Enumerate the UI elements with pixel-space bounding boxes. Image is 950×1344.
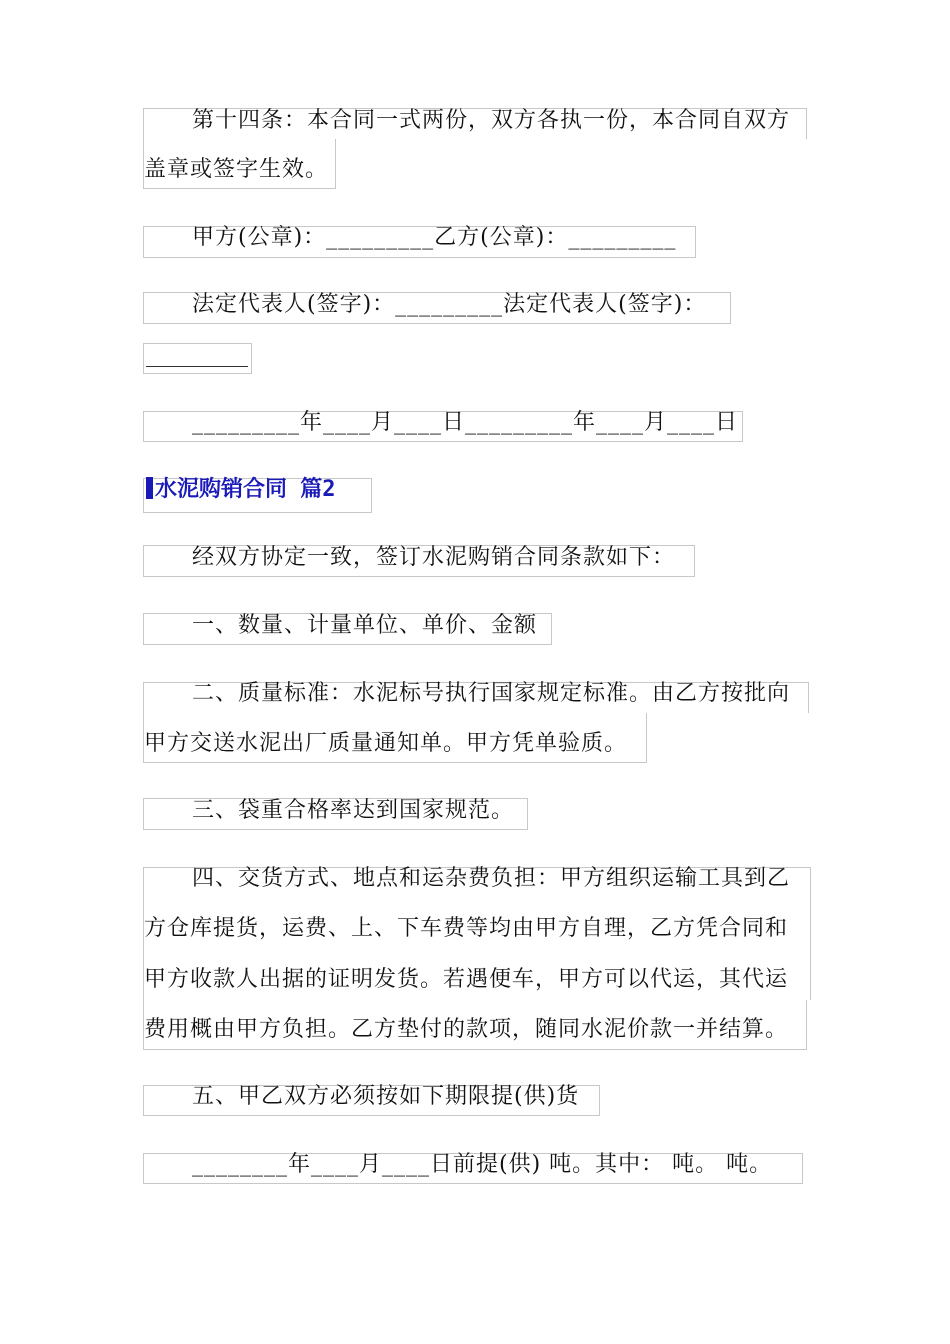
item4-line2: 方仓库提货，运费、上、下车费等均由甲方自理，乙方凭合同和 [144,916,789,941]
clause14-line2: 盖章或签字生效。 [144,157,329,182]
reps-continuation-frame [143,343,252,374]
item2-line2: 甲方交送水泥出厂质量通知单。甲方凭单验质。 [144,731,628,756]
reps-continuation-blank [146,366,248,367]
item2-line1: 二、质量标准：水泥标号执行国家规定标准。由乙方按批向 [192,681,791,706]
reps-line: 法定代表人(签字)：_________法定代表人(签字)： [192,292,707,317]
clause14-line1: 第十四条：本合同一式两份，双方各执一份，本合同自双方 [192,108,791,133]
heading-marker-icon [146,477,153,499]
intro-line: 经双方协定一致，签订水泥购销合同条款如下： [192,545,676,570]
item4-line3: 甲方收款人出据的证明发货。若遇便车，甲方可以代运，其代运 [144,967,789,992]
item3-line: 三、袋重合格率达到国家规范。 [192,798,515,823]
section2-title [146,473,336,507]
dates-line: _________年____月____日_________年____月____日 [192,410,739,435]
item5-detail: ________年____月____日前提(供) 吨。其中： 吨。 吨。 [192,1152,773,1177]
item1-line: 一、数量、计量单位、单价、金额 [192,613,538,638]
item4-line4: 费用概由甲方负担。乙方垫付的款项，随同水泥价款一并结算。 [144,1017,789,1042]
item4-line1: 四、交货方式、地点和运杂费负担：甲方组织运输工具到乙 [192,866,791,891]
seals-line: 甲方(公章)：_________乙方(公章)：_________ [192,225,677,250]
section2-title-text: 水泥购销合同 篇2 [155,477,336,502]
item5-line: 五、甲乙双方必须按如下期限提(供)货 [192,1084,580,1109]
